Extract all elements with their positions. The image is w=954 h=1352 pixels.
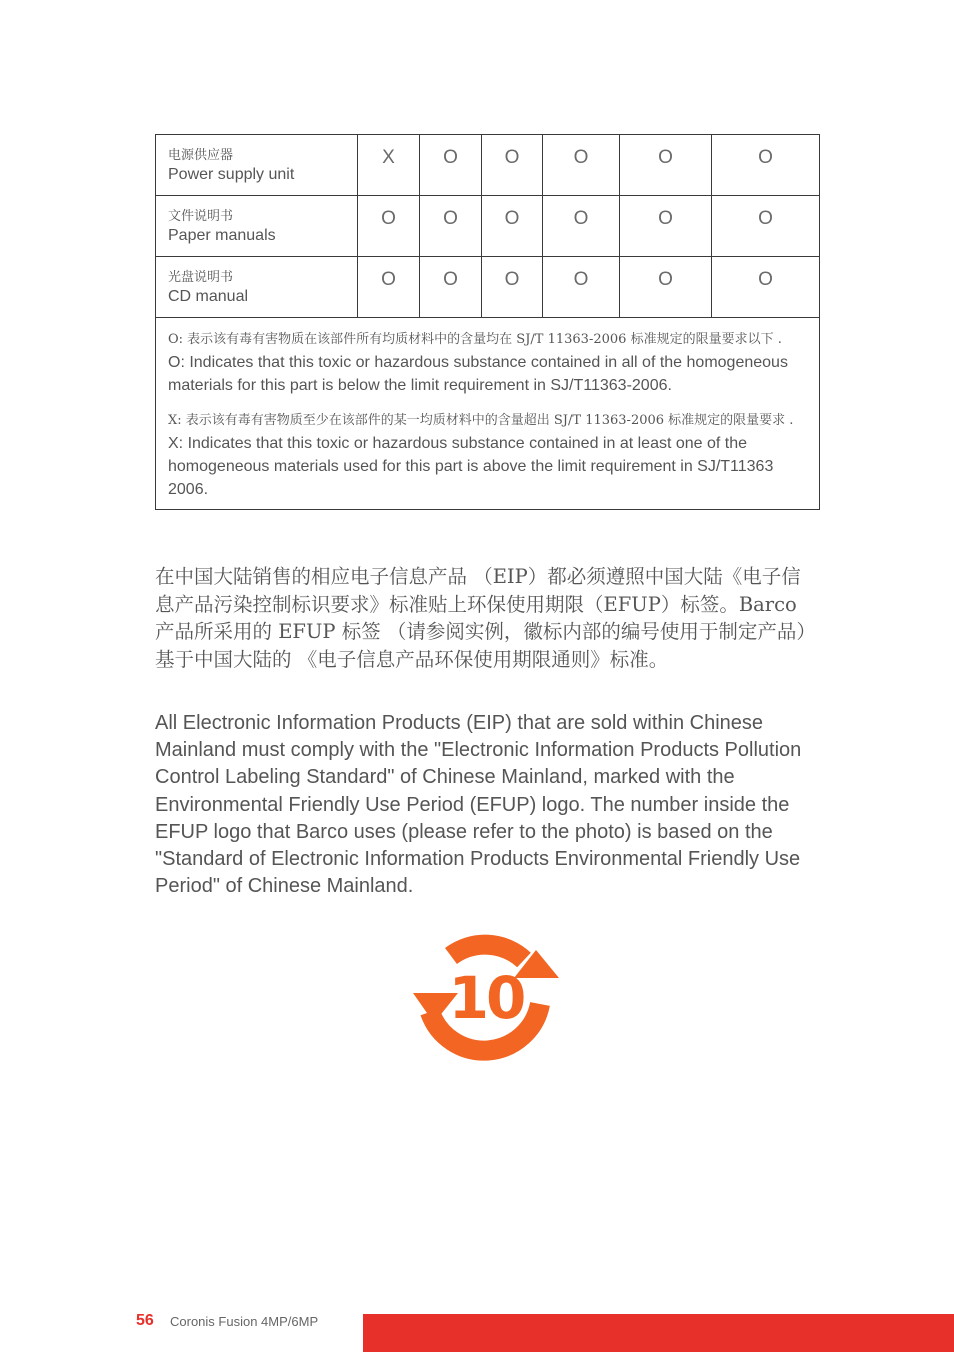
x-note-en: X: Indicates that this toxic or hazardous substance contained in at least one of the homogeneous materials used for this part is above the limit requirement in SJ/T11363 2006. [168, 435, 774, 498]
substance-mark: O [712, 196, 820, 257]
part-name-en: CD manual [168, 288, 249, 305]
table-notes-cell [156, 318, 820, 510]
table-notes-row [156, 318, 820, 510]
footer-accent-bar [363, 1314, 954, 1352]
logo-number: 10 [448, 964, 524, 1032]
part-name-cell [156, 196, 358, 257]
substance-mark: O [712, 257, 820, 318]
part-name-en: Paper manuals [168, 227, 276, 244]
efup-logo-icon [410, 932, 562, 1064]
logo-ring-top [451, 945, 524, 960]
substance-mark: O [543, 135, 620, 196]
part-name-cell [156, 257, 358, 318]
substance-mark: O [358, 257, 420, 318]
eip-paragraph-zh: 在中国大陆销售的相应电子信息产品 （EIP）都必须遵照中国大陆《电子信息产品污染控制标识要求》标准贴上环保使用期限（EFUP）标签。Barco 产品所采用的 EFUP 标签 （请参阅实例，徽标内部的编号使用于制定产品）基于中国大陆的 《电子信息产品环保使用期限通则》标准。 [155, 565, 807, 671]
part-name-zh: 电源供应器 [168, 148, 234, 163]
part-name-zh: 文件说明书 [168, 209, 234, 224]
substance-mark: O [358, 196, 420, 257]
part-name-cell [156, 135, 358, 196]
substance-mark: O [620, 257, 712, 318]
substance-mark: O [420, 257, 482, 318]
substance-mark: O [482, 135, 543, 196]
substance-mark: O [543, 196, 620, 257]
substance-mark: O [620, 196, 712, 257]
substance-mark: O [712, 135, 820, 196]
table-row [156, 257, 820, 318]
part-name-zh: 光盘说明书 [168, 270, 234, 285]
note-spacer [168, 397, 807, 409]
part-name-en: Power supply unit [168, 166, 295, 183]
hazardous-substances-table [155, 134, 820, 510]
x-note-zh: X: 表示该有毒有害物质至少在该部件的某一均质材料中的含量超出 SJ/T 11363-2006 标准规定的限量要求 . [168, 413, 794, 428]
o-note-zh: O: 表示该有毒有害物质在该部件所有均质材料中的含量均在 SJ/T 11363-2006 标准规定的限量要求以下 . [168, 332, 782, 347]
document-title: Coronis Fusion 4MP/6MP [170, 1314, 319, 1329]
substance-mark: O [482, 196, 543, 257]
o-note-en: O: Indicates that this toxic or hazardous substance contained in all of the homogeneous materials for this part is below the limit requirement in SJ/T11363-2006. [168, 354, 788, 394]
substance-mark: O [543, 257, 620, 318]
substance-mark: O [620, 135, 712, 196]
substance-mark: X [358, 135, 420, 196]
substance-mark: O [420, 196, 482, 257]
page-number: 56 [136, 1312, 154, 1329]
table-row [156, 196, 820, 257]
substance-mark: O [482, 257, 543, 318]
table-row [156, 135, 820, 196]
substance-mark: O [420, 135, 482, 196]
eip-paragraph-en: All Electronic Information Products (EIP) that are sold within Chinese Mainland must comply with the "Electronic Information Products Pollution Control Labeling Standard" of Chinese Mainland, marked with the Environmental Friendly Use Period (EFUP) logo. The number inside the EFUP logo that Barco uses (please refer to the photo) is based on the "Standard of Electronic Information Products Environmental Friendly Use Period" of Chinese Mainland. [155, 712, 802, 898]
